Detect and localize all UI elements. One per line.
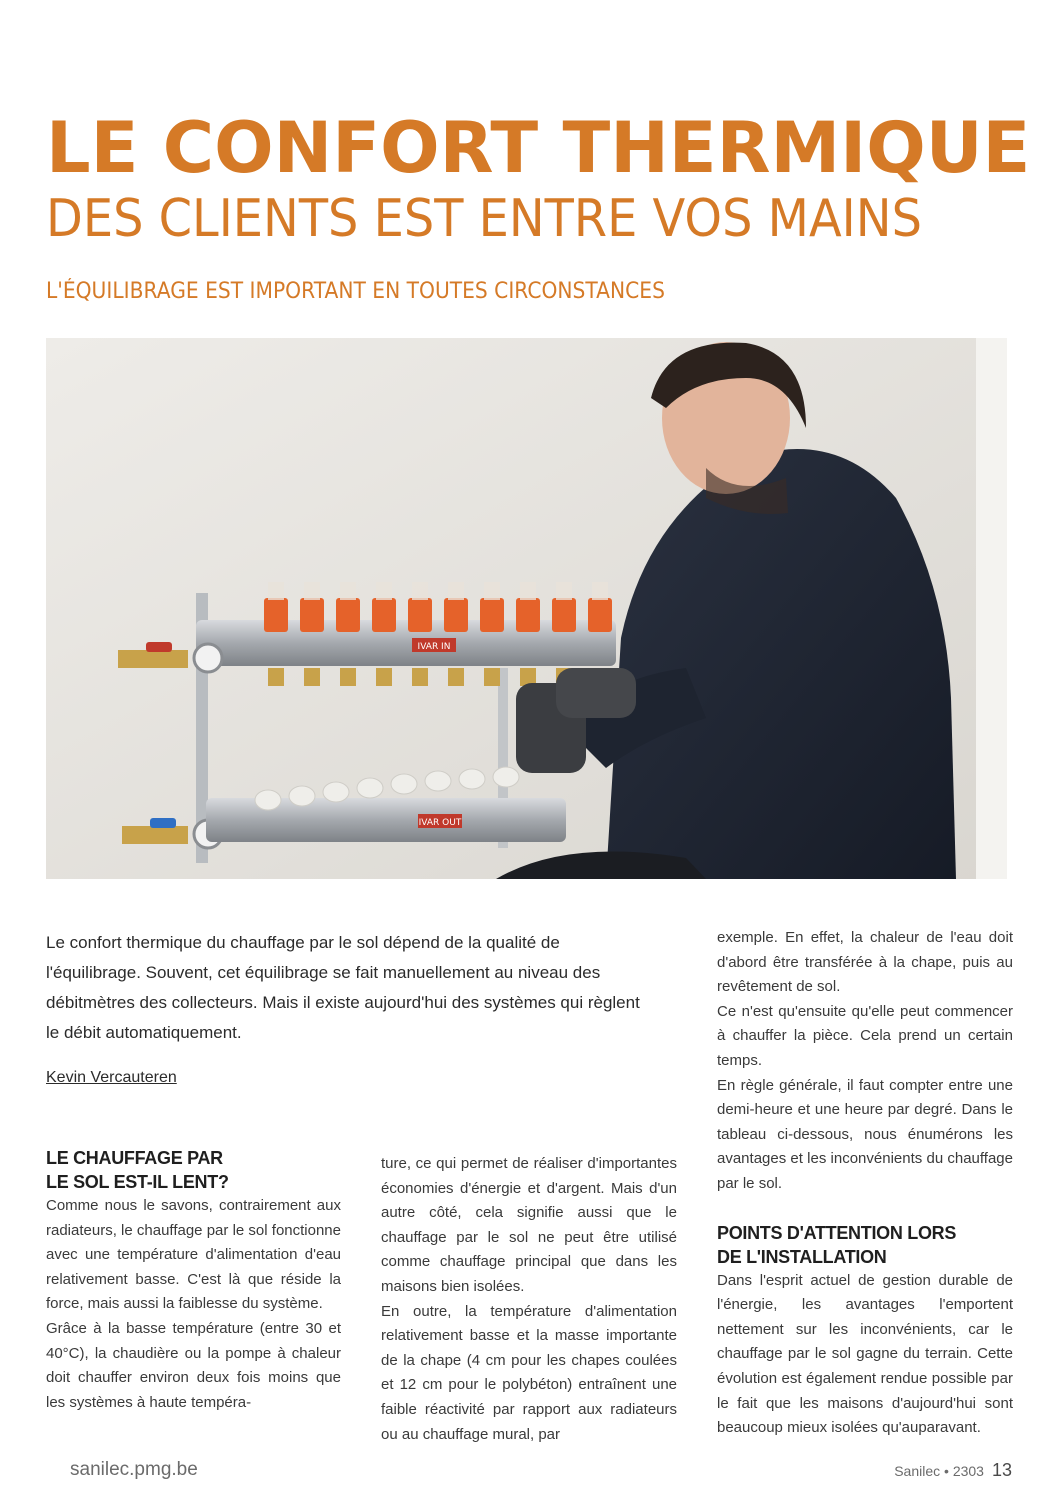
body-paragraph: Comme nous le savons, contrairement aux radiateurs, le chauffage par le sol fonctionne avec une température d'alimentation d'eau relativement basse. C'est là que réside la force, mais aussi la faiblesse du système. [46,1197,341,1313]
body-paragraph: exemple. En effet, la chaleur de l'eau doit d'abord être transférée à la chape, puis au revêtement de sol. [717,929,1013,996]
article-kicker: L'ÉQUILIBRAGE EST IMPORTANT EN TOUTES CIRCONSTANCES [46,279,665,304]
page-number: 13 [991,1460,1012,1480]
heading-line: LE SOL EST-IL LENT? [46,1172,229,1192]
footer-website[interactable]: sanilec.pmg.be [70,1459,198,1480]
column-3 [717,926,1013,1441]
article-subtitle: DES CLIENTS EST ENTRE VOS MAINS [46,189,922,249]
body-paragraph: Dans l'esprit actuel de gestion durable de l'énergie, les avantages l'emportent nettement sur les inconvénients, car le chauffage par le sol gagne du terrain. Cette évolution est également rendue possible par le fait que les maisons d'aujourd'hui sont beaucoup mieux isolées qu'auparavant. [717,1271,1013,1437]
body-paragraph: En règle générale, il faut compter entre une demi-heure et une heure par degré. Dans le tableau ci-dessous, nous énumérons les avantages et les inconvénients du chauffage par le sol. [717,1076,1013,1192]
footer-issue [894,1458,1012,1483]
heading-line: DE L'INSTALLATION [717,1246,887,1267]
article-title: LE CONFORT THERMIQUE [46,107,1031,189]
manifold-bottom-label: IVAR OUT [418,818,462,828]
intro-paragraph: Le confort thermique du chauffage par le sol dépend de la qualité de l'équilibrage. Souvent, cet équilibrage se fait manuellement au niveau des débitmètres des collecteurs. Mais il existe aujourd'hui des systèmes qui règlent le débit automatiquement. [46,933,640,1042]
body-paragraph: Grâce à la basse température (entre 30 et 40°C), la chaudière ou la pompe à chaleur doit chauffer environ deux fois moins que les systèmes à haute tempéra- [46,1319,341,1411]
section-heading-installation [717,1221,1013,1269]
body-paragraph: En outre, la température d'alimentation relativement basse et la masse importante de la chape (4 cm pour les chapes coulées et 12 cm pour le polybéton) entraînent une faible réactivité par rapport aux radiateurs ou au chauffage mural, par [381,1302,677,1443]
manifold-top-label: IVAR IN [417,642,451,652]
installer-manifold-illustration [46,338,1007,879]
body-paragraph: ture, ce qui permet de réaliser d'importantes économies d'énergie et d'argent. Mais d'un autre côté, cela signifie aussi que le chauffage par le sol ne peut être utilisé comme chauffage principal que dans les maisons bien isolées. [381,1155,677,1295]
footer-issue-label: Sanilec • 2303 [894,1463,984,1479]
author-name: Kevin Vercauteren [46,1069,177,1086]
heading-line: POINTS D'ATTENTION LORS [717,1222,957,1243]
article-photo [46,338,1007,879]
body-paragraph: Ce n'est qu'ensuite qu'elle peut commencer à chauffer la pièce. Cela prend un certain temps. [717,1002,1013,1069]
column-2 [381,1152,677,1447]
column-1 [46,1146,341,1415]
heading-line: LE CHAUFFAGE PAR [46,1148,223,1168]
section-heading-slow [46,1146,341,1194]
